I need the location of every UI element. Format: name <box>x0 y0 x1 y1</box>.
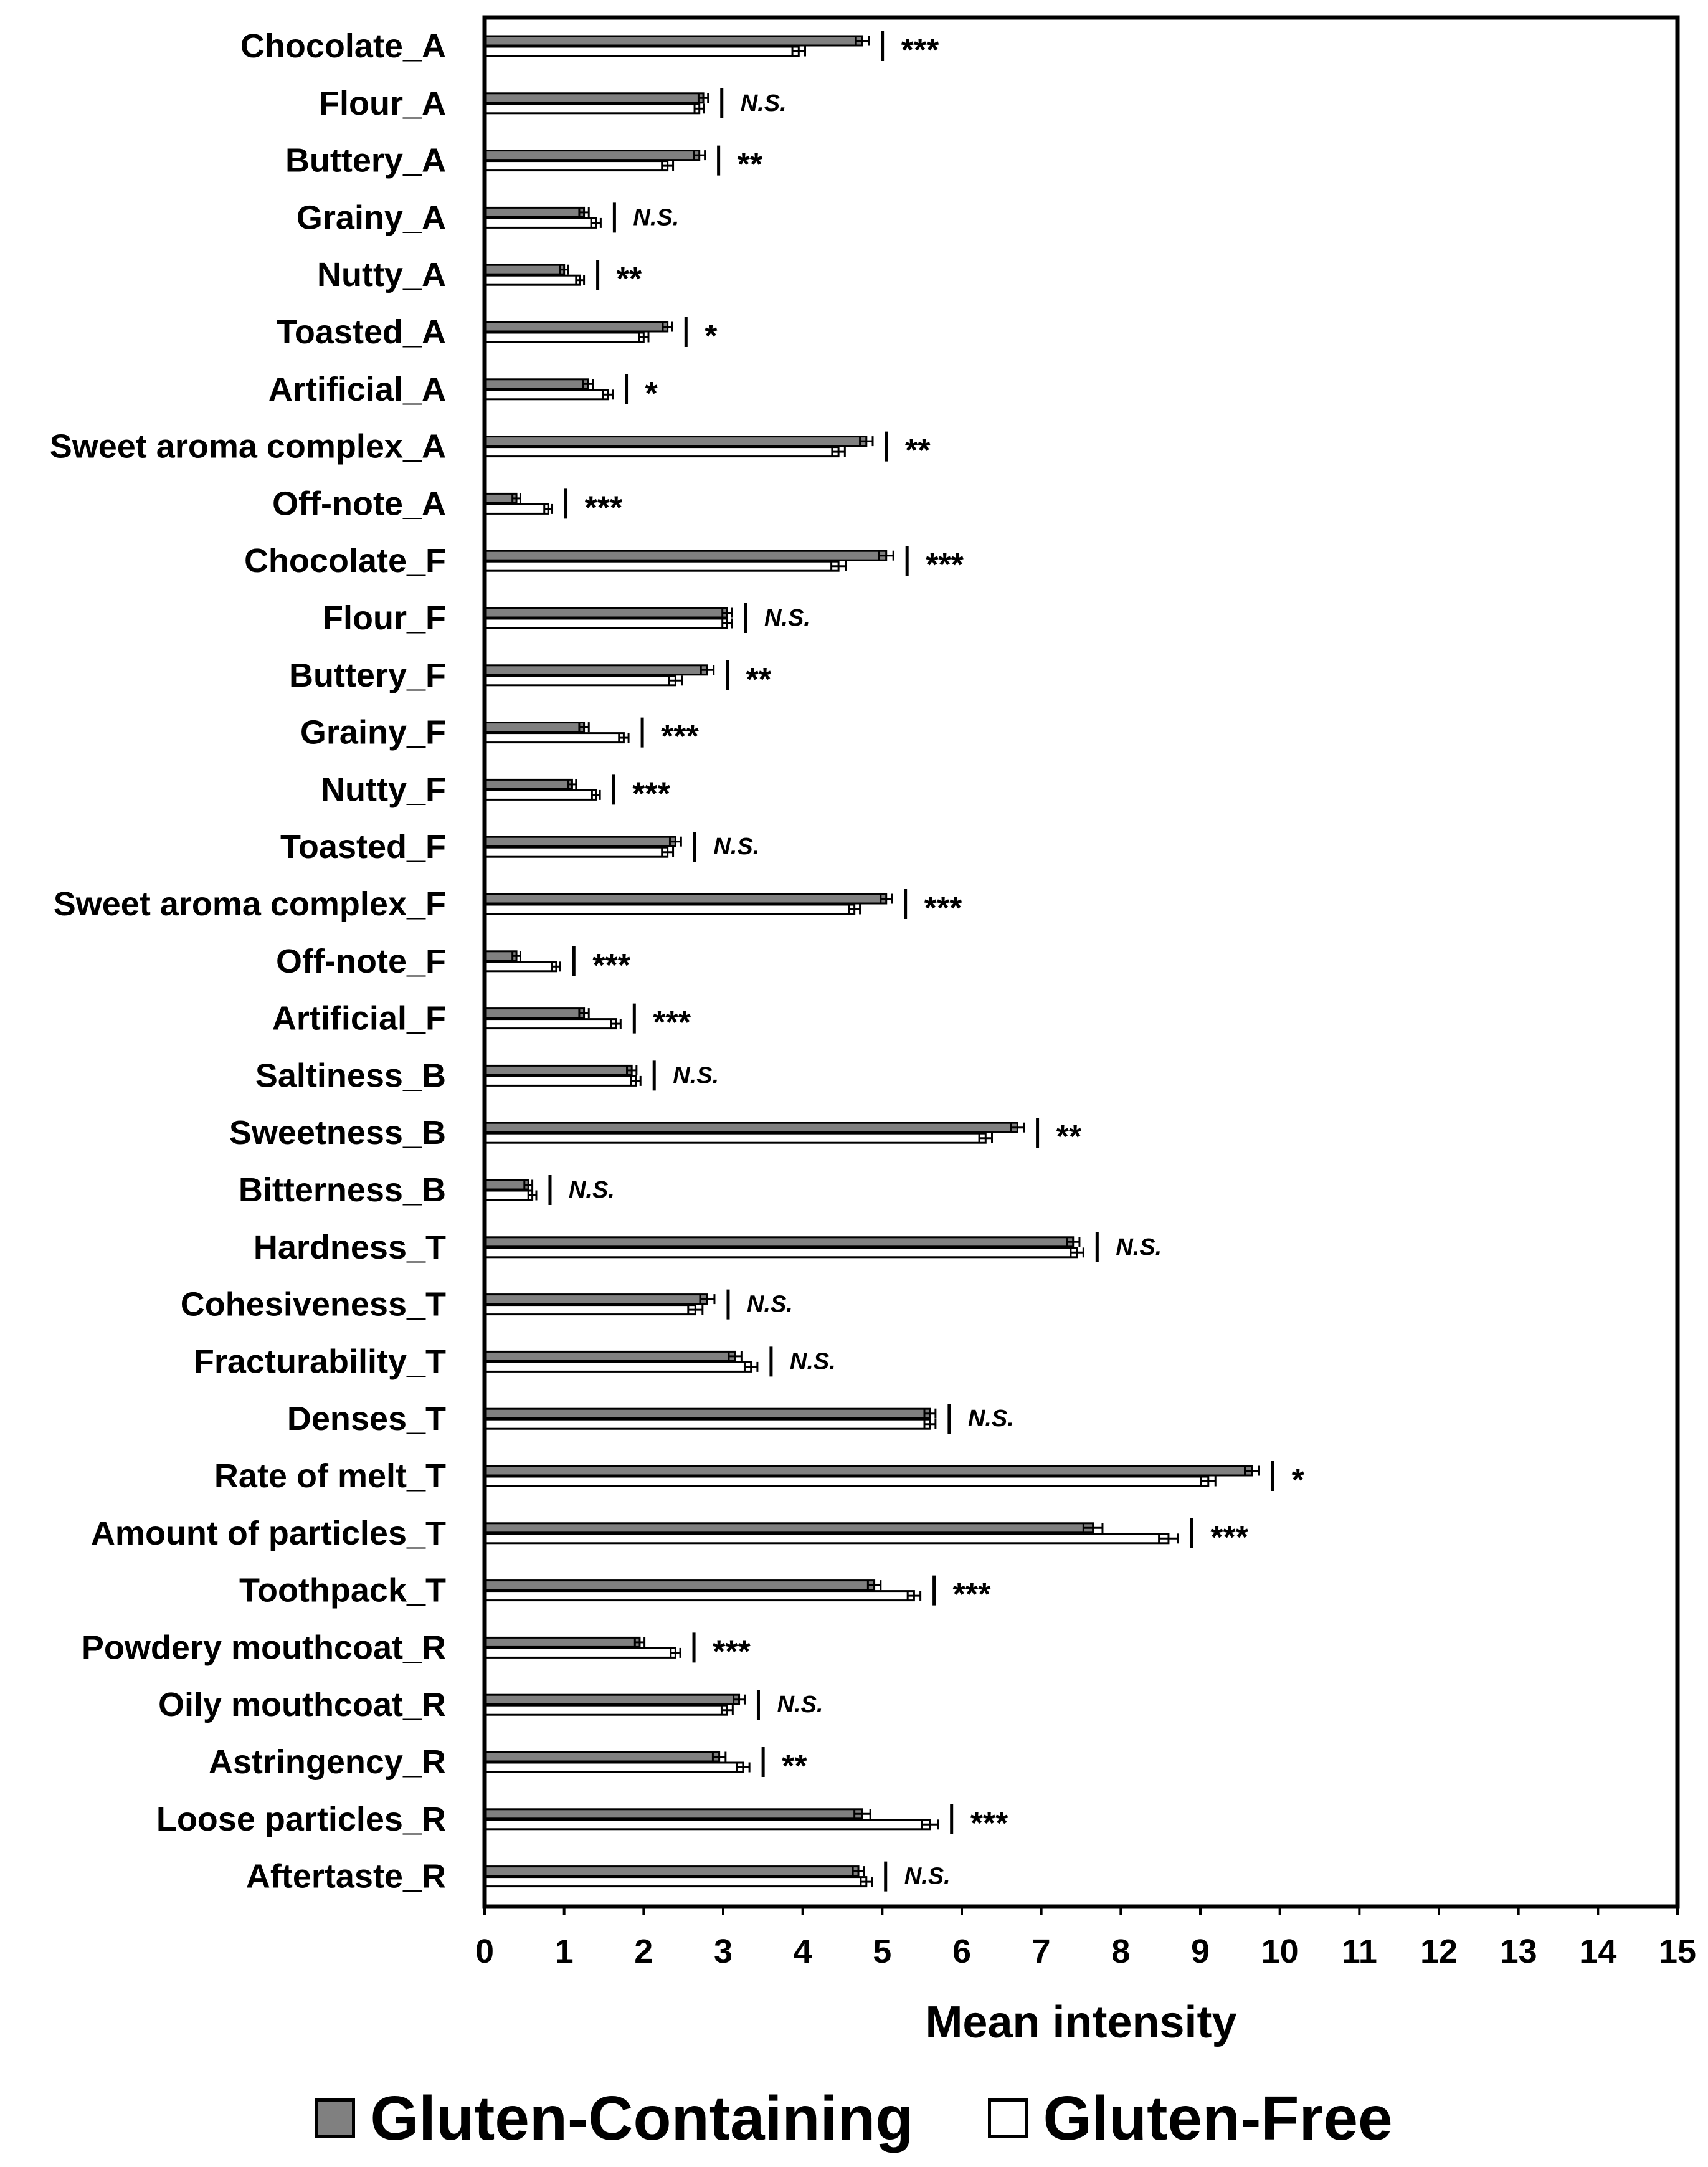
x-tick-label-8: 8 <box>1111 1933 1131 1970</box>
bar-gluten-containing-toasted-f <box>485 837 675 846</box>
significance-label-fracturability-t: N.S. <box>789 1348 836 1375</box>
legend-label-gluten-containing: Gluten-Containing <box>370 2084 914 2153</box>
category-label-chocolate-f: Chocolate_F <box>244 542 446 580</box>
category-label-toasted-f: Toasted_F <box>280 828 446 866</box>
bar-gluten-containing-flour-a <box>485 93 703 103</box>
significance-label-loose-particles-r: *** <box>970 1805 1008 1842</box>
bar-gluten-containing-cohesiveness-t <box>485 1295 707 1304</box>
bar-gluten-containing-nutty-f <box>485 779 572 789</box>
category-label-buttery-a: Buttery_A <box>285 141 446 179</box>
bar-gluten-containing-aftertaste-r <box>485 1867 858 1876</box>
significance-label-sweet-aroma-complex-f: *** <box>924 890 962 926</box>
significance-label-artificial-f: *** <box>653 1004 691 1041</box>
significance-label-saltiness-b: N.S. <box>673 1062 719 1089</box>
x-tick-label-4: 4 <box>793 1933 812 1970</box>
x-tick-label-5: 5 <box>873 1933 892 1970</box>
significance-label-buttery-f: ** <box>746 661 772 698</box>
x-axis-ticks-layer <box>475 1907 1696 1970</box>
category-labels-layer <box>50 27 446 1895</box>
bar-gluten-containing-denses-t <box>485 1409 930 1418</box>
significance-layer <box>550 31 1304 1892</box>
legend-label-gluten-free: Gluten-Free <box>1043 2084 1393 2153</box>
bar-gluten-free-buttery-f <box>485 676 675 685</box>
bar-gluten-containing-toothpack-t <box>485 1581 875 1590</box>
category-label-cohesiveness-t: Cohesiveness_T <box>180 1285 446 1323</box>
bar-gluten-free-rate-of-melt-t <box>485 1477 1208 1486</box>
bar-gluten-free-loose-particles-r <box>485 1820 930 1829</box>
bar-gluten-free-nutty-f <box>485 790 596 799</box>
category-label-toasted-a: Toasted_A <box>276 313 446 351</box>
bar-gluten-containing-sweet-aroma-complex-f <box>485 894 886 903</box>
bar-gluten-free-chocolate-f <box>485 561 838 571</box>
x-tick-label-0: 0 <box>475 1933 495 1970</box>
bar-gluten-containing-sweet-aroma-complex-a <box>485 437 866 446</box>
bar-gluten-free-chocolate-a <box>485 47 799 56</box>
significance-label-flour-f: N.S. <box>764 605 810 631</box>
bar-gluten-containing-grainy-f <box>485 723 584 732</box>
category-label-denses-t: Denses_T <box>287 1400 446 1438</box>
bar-gluten-free-aftertaste-r <box>485 1877 866 1887</box>
bar-gluten-containing-buttery-f <box>485 665 707 675</box>
x-tick-label-2: 2 <box>634 1933 653 1970</box>
significance-label-denses-t: N.S. <box>967 1406 1014 1432</box>
x-axis-title: Mean intensity <box>925 1998 1237 2047</box>
bar-gluten-free-off-note-a <box>485 504 548 513</box>
bar-gluten-containing-loose-particles-r <box>485 1809 862 1819</box>
x-tick-label-14: 14 <box>1579 1933 1617 1970</box>
bar-gluten-containing-flour-f <box>485 608 727 617</box>
significance-label-toasted-f: N.S. <box>713 834 760 860</box>
significance-label-flour-a: N.S. <box>740 90 787 117</box>
significance-label-off-note-f: *** <box>592 947 631 984</box>
bar-gluten-containing-fracturability-t <box>485 1351 735 1361</box>
significance-label-cohesiveness-t: N.S. <box>746 1291 793 1318</box>
category-label-grainy-a: Grainy_A <box>296 199 446 237</box>
category-label-astringency-r: Astringency_R <box>208 1743 446 1781</box>
category-label-toothpack-t: Toothpack_T <box>239 1571 446 1609</box>
bar-gluten-containing-toasted-a <box>485 322 668 331</box>
bar-gluten-containing-rate-of-melt-t <box>485 1466 1252 1475</box>
category-label-aftertaste-r: Aftertaste_R <box>245 1857 446 1895</box>
category-label-bitterness-b: Bitterness_B <box>238 1171 446 1209</box>
bar-gluten-free-hardness-t <box>485 1248 1077 1257</box>
category-label-off-note-a: Off-note_A <box>272 485 446 523</box>
significance-label-rate-of-melt-t: * <box>1291 1462 1304 1498</box>
significance-label-nutty-a: ** <box>616 261 642 298</box>
bar-gluten-free-flour-f <box>485 619 727 628</box>
significance-label-sweet-aroma-complex-a: ** <box>905 432 931 469</box>
bar-gluten-free-buttery-a <box>485 161 668 171</box>
category-label-oily-mouthcoat-r: Oily mouthcoat_R <box>158 1686 446 1724</box>
bar-gluten-containing-chocolate-f <box>485 551 886 560</box>
bar-gluten-free-sweet-aroma-complex-f <box>485 905 855 914</box>
bar-gluten-free-artificial-f <box>485 1019 616 1029</box>
bar-gluten-containing-saltiness-b <box>485 1065 632 1075</box>
category-label-flour-a: Flour_A <box>318 84 446 122</box>
x-tick-label-15: 15 <box>1658 1933 1697 1970</box>
bar-gluten-containing-bitterness-b <box>485 1180 528 1189</box>
category-label-nutty-f: Nutty_F <box>321 771 446 809</box>
x-tick-label-6: 6 <box>952 1933 972 1970</box>
significance-label-buttery-a: ** <box>737 146 763 183</box>
bar-gluten-containing-hardness-t <box>485 1237 1073 1247</box>
category-label-buttery-f: Buttery_F <box>288 656 446 694</box>
significance-label-nutty-f: *** <box>632 776 670 812</box>
bar-gluten-free-amount-of-particles-t <box>485 1534 1169 1543</box>
bar-gluten-free-grainy-f <box>485 733 624 743</box>
significance-label-oily-mouthcoat-r: N.S. <box>777 1692 823 1718</box>
significance-label-off-note-a: *** <box>584 490 623 526</box>
bar-gluten-free-astringency-r <box>485 1763 743 1772</box>
significance-label-aftertaste-r: N.S. <box>904 1863 951 1890</box>
category-label-off-note-f: Off-note_F <box>276 942 446 980</box>
bar-gluten-containing-oily-mouthcoat-r <box>485 1695 739 1704</box>
bar-gluten-free-bitterness-b <box>485 1191 533 1200</box>
bar-gluten-containing-astringency-r <box>485 1752 719 1761</box>
category-label-artificial-f: Artificial_F <box>272 999 446 1037</box>
bar-gluten-free-sweetness-b <box>485 1133 985 1143</box>
x-tick-label-11: 11 <box>1341 1933 1377 1970</box>
category-label-artificial-a: Artificial_A <box>268 370 446 408</box>
bar-gluten-free-fracturability-t <box>485 1362 751 1371</box>
bar-gluten-free-nutty-a <box>485 275 580 285</box>
significance-label-chocolate-a: *** <box>901 32 939 69</box>
legend <box>0 2075 1708 2162</box>
bar-gluten-containing-artificial-a <box>485 379 588 389</box>
legend-swatch-gluten-free <box>988 2098 1028 2138</box>
category-label-powdery-mouthcoat-r: Powdery mouthcoat_R <box>81 1629 446 1667</box>
bar-gluten-free-artificial-a <box>485 390 608 399</box>
category-label-fracturability-t: Fracturability_T <box>193 1343 446 1381</box>
significance-label-amount-of-particles-t: *** <box>1210 1519 1248 1556</box>
significance-label-grainy-a: N.S. <box>633 204 680 231</box>
bar-gluten-containing-artificial-f <box>485 1009 584 1018</box>
bar-gluten-free-saltiness-b <box>485 1076 636 1085</box>
bar-gluten-free-grainy-a <box>485 218 596 227</box>
category-label-rate-of-melt-t: Rate of melt_T <box>214 1457 446 1495</box>
category-label-sweet-aroma-complex-f: Sweet aroma complex_F <box>53 885 446 923</box>
significance-label-bitterness-b: N.S. <box>568 1177 615 1203</box>
legend-item-gluten-containing <box>315 2084 914 2153</box>
category-label-chocolate-a: Chocolate_A <box>240 27 446 65</box>
bar-gluten-free-flour-a <box>485 104 700 113</box>
category-label-loose-particles-r: Loose particles_R <box>156 1800 446 1838</box>
category-label-nutty-a: Nutty_A <box>316 256 446 294</box>
x-tick-label-12: 12 <box>1420 1933 1458 1970</box>
bar-gluten-free-toothpack-t <box>485 1591 914 1601</box>
significance-label-hardness-t: N.S. <box>1116 1234 1162 1260</box>
bar-gluten-free-toasted-a <box>485 333 643 342</box>
bar-gluten-free-sweet-aroma-complex-a <box>485 447 838 457</box>
bar-gluten-containing-amount-of-particles-t <box>485 1523 1093 1533</box>
bar-gluten-free-toasted-f <box>485 847 668 857</box>
category-label-saltiness-b: Saltiness_B <box>255 1057 446 1095</box>
significance-label-chocolate-f: *** <box>926 547 964 584</box>
x-tick-label-10: 10 <box>1261 1933 1299 1970</box>
bar-gluten-free-denses-t <box>485 1419 930 1429</box>
x-tick-label-9: 9 <box>1190 1933 1210 1970</box>
bar-gluten-free-off-note-f <box>485 962 556 971</box>
x-tick-label-7: 7 <box>1032 1933 1051 1970</box>
x-tick-label-3: 3 <box>713 1933 733 1970</box>
plot-frame <box>485 17 1677 1907</box>
bar-gluten-containing-buttery-a <box>485 151 700 160</box>
significance-label-astringency-r: ** <box>782 1748 807 1784</box>
significance-label-powdery-mouthcoat-r: *** <box>713 1634 751 1670</box>
category-label-grainy-f: Grainy_F <box>300 713 446 751</box>
bar-gluten-containing-grainy-a <box>485 207 584 217</box>
significance-label-sweetness-b: ** <box>1056 1119 1082 1156</box>
significance-label-grainy-f: *** <box>661 718 699 755</box>
bar-gluten-containing-powdery-mouthcoat-r <box>485 1637 640 1647</box>
bar-gluten-free-powdery-mouthcoat-r <box>485 1648 675 1657</box>
significance-label-toothpack-t: *** <box>952 1576 991 1613</box>
category-label-hardness-t: Hardness_T <box>253 1228 446 1266</box>
bar-gluten-containing-chocolate-a <box>485 36 862 45</box>
significance-label-toasted-a: * <box>705 318 718 355</box>
x-tick-label-13: 13 <box>1499 1933 1537 1970</box>
bar-gluten-free-oily-mouthcoat-r <box>485 1705 727 1715</box>
significance-label-artificial-a: * <box>645 375 658 412</box>
category-label-sweet-aroma-complex-a: Sweet aroma complex_A <box>49 427 446 465</box>
legend-swatch-gluten-containing <box>315 2098 355 2138</box>
category-label-amount-of-particles-t: Amount of particles_T <box>90 1514 446 1552</box>
category-label-flour-f: Flour_F <box>323 599 446 637</box>
x-tick-label-1: 1 <box>554 1933 574 1970</box>
bar-gluten-containing-nutty-a <box>485 265 564 274</box>
bar-gluten-free-cohesiveness-t <box>485 1305 695 1315</box>
category-label-sweetness-b: Sweetness_B <box>229 1114 446 1152</box>
bar-gluten-containing-sweetness-b <box>485 1123 1017 1132</box>
legend-item-gluten-free <box>988 2084 1393 2153</box>
